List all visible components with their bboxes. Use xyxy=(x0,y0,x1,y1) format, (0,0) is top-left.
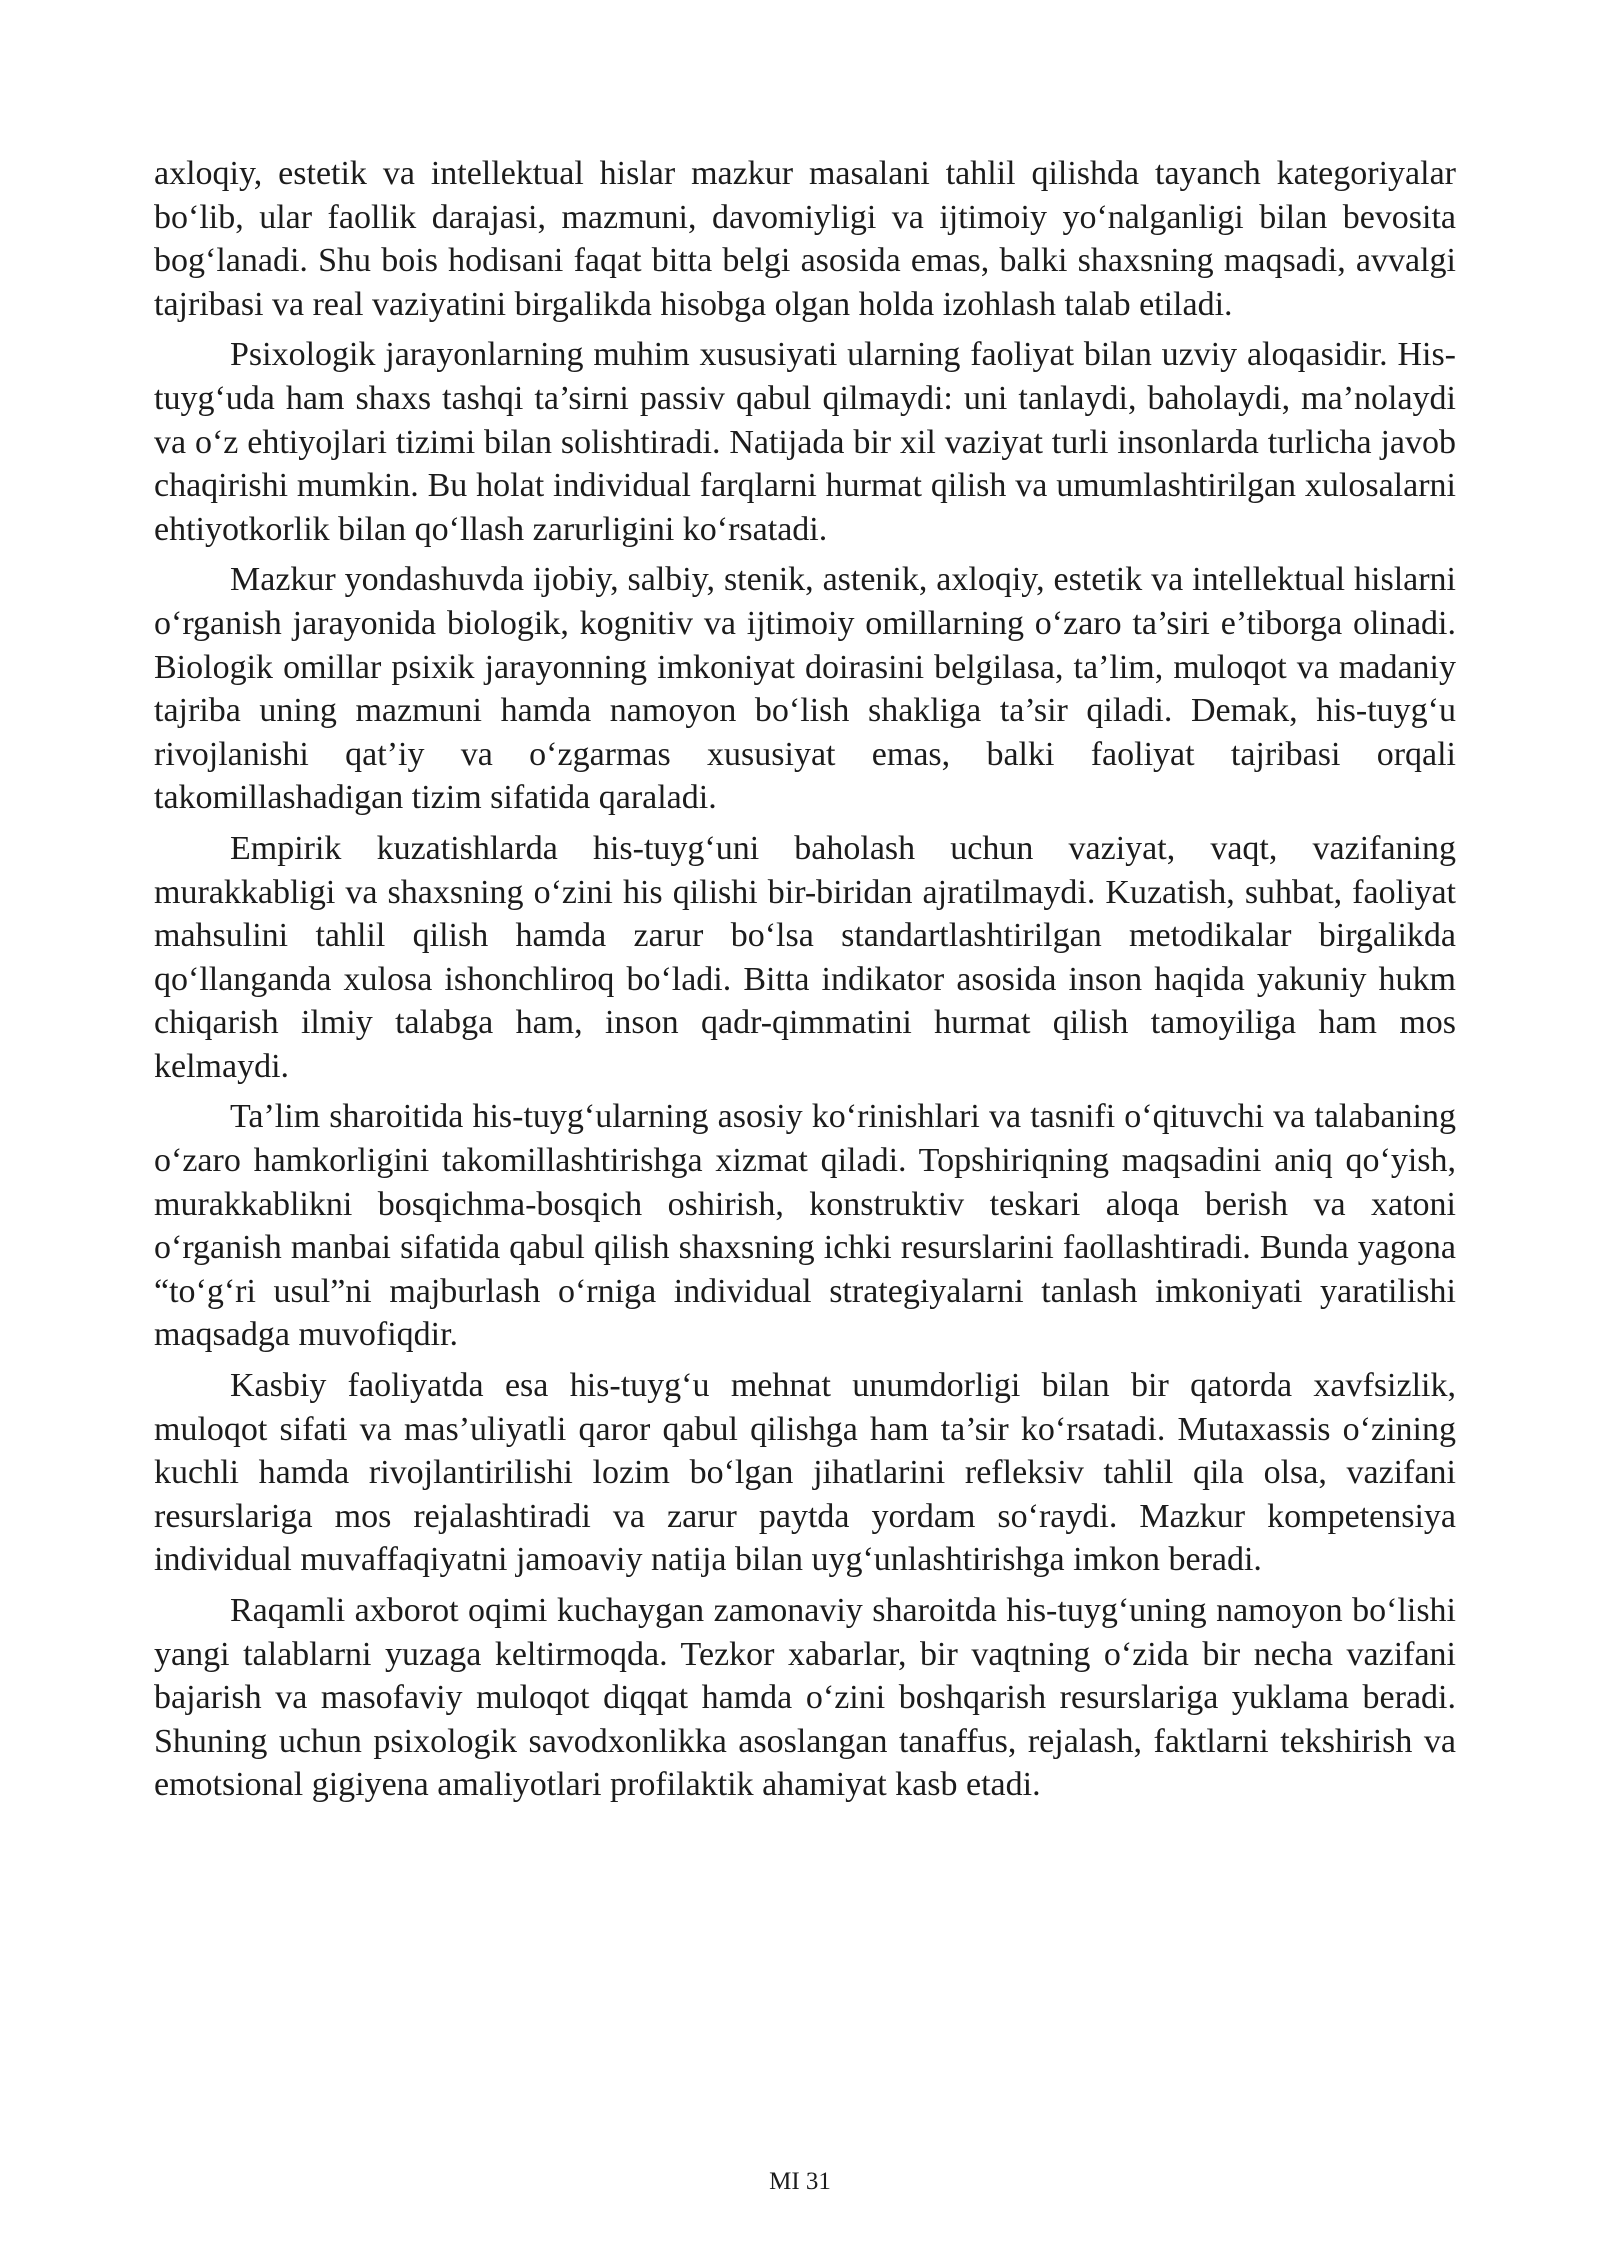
paragraph-6: Kasbiy faoliyatda esa his-tuyg‘u mehnat unumdorligi bilan bir qatorda xavfsizlik, muloqot sifati va mas’uliyatli qaror qabul qilishga ham ta’sir ko‘rsatadi. Mutaxassis o‘zining kuchli hamda rivojlantirilishi lozim bo‘lgan jihatlarini refleksiv tahlil qila olsa, vazifani resurslariga mos rejalashtiradi va zarur paytda yordam so‘raydi. Mazkur kompetensiya individual muvaffaqiyatni jamoaviy natija bilan uyg‘unlashtirishga imkon beradi. xyxy=(154,1367,1456,1579)
page-number: MI 31 xyxy=(769,2168,831,2195)
body-text xyxy=(154,152,1456,1814)
paragraph-1: axloqiy, estetik va intellektual hislar mazkur masalani tahlil qilishda tayanch kategoriyalar bo‘lib, ular faollik darajasi, mazmuni, davomiyligi va ijtimoiy yo‘nalganligi bilan bevosita bog‘lanadi. Shu bois hodisani faqat bitta belgi asosida emas, balki shaxsning maqsadi, avvalgi tajribasi va real vaziyatini birgalikda hisobga olgan holda izohlash talab etiladi. xyxy=(154,155,1456,323)
paragraph-2: Psixologik jarayonlarning muhim xususiyati ularning faoliyat bilan uzviy aloqasidir. His-tuyg‘uda ham shaxs tashqi ta’sirni passiv qabul qilmaydi: uni tanlaydi, baholaydi, ma’nolaydi va o‘z ehtiyojlari tizimi bilan solishtiradi. Natijada bir xil vaziyat turli insonlarda turlicha javob chaqirishi mumkin. Bu holat individual farqlarni hurmat qilish va umumlashtirilgan xulosalarni ehtiyotkorlik bilan qo‘llash zarurligini ko‘rsatadi. xyxy=(154,336,1456,548)
paragraph-3: Mazkur yondashuvda ijobiy, salbiy, stenik, astenik, axloqiy, estetik va intellektual hislarni o‘rganish jarayonida biologik, kognitiv va ijtimoiy omillarning o‘zaro ta’siri e’tiborga olinadi. Biologik omillar psixik jarayonning imkoniyat doirasini belgilasa, ta’lim, muloqot va madaniy tajriba uning mazmuni hamda namoyon bo‘lish shakliga ta’sir qiladi. Demak, his-tuyg‘u rivojlanishi qat’iy va o‘zgarmas xususiyat emas, balki faoliyat tajribasi orqali takomillashadigan tizim sifatida qaraladi. xyxy=(154,561,1456,817)
paragraph-4: Empirik kuzatishlarda his-tuyg‘uni baholash uchun vaziyat, vaqt, vazifaning murakkabligi va shaxsning o‘zini his qilishi bir-biridan ajratilmaydi. Kuzatish, suhbat, faoliyat mahsulini tahlil qilish hamda zarur bo‘lsa standartlashtirilgan metodikalar birgalikda qo‘llanganda xulosa ishonchliroq bo‘ladi. Bitta indikator asosida inson haqida yakuniy hukm chiqarish ilmiy talabga ham, inson qadr-qimmatini hurmat qilish tamoyiliga ham mos kelmaydi. xyxy=(154,829,1456,1085)
paragraph-5: Ta’lim sharoitida his-tuyg‘ularning asosiy ko‘rinishlari va tasnifi o‘qituvchi va talabaning o‘zaro hamkorligini takomillashtirishga xizmat qiladi. Topshiriqning maqsadini aniq qo‘yish, murakkablikni bosqichma-bosqich oshirish, konstruktiv teskari aloqa berish va xatoni o‘rganish manbai sifatida qabul qilish shaxsning ichki resurslarini faollashtiradi. Bunda yagona “to‘g‘ri usul”ni majburlash o‘rniga individual strategiyalarni tanlash imkoniyati yaratilishi maqsadga muvofiqdir. xyxy=(154,1098,1456,1354)
paragraph-7: Raqamli axborot oqimi kuchaygan zamonaviy sharoitda his-tuyg‘uning namoyon bo‘lishi yangi talablarni yuzaga keltirmoqda. Tezkor xabarlar, bir vaqtning o‘zida bir necha vazifani bajarish va masofaviy muloqot diqqat hamda o‘zini boshqarish resurslariga yuklama beradi. Shuning uchun psixologik savodxonlikka asoslangan tanaffus, rejalash, faktlarni tekshirish va emotsional gigiyena amaliyotlari profilaktik ahamiyat kasb etadi. xyxy=(154,1592,1456,1804)
